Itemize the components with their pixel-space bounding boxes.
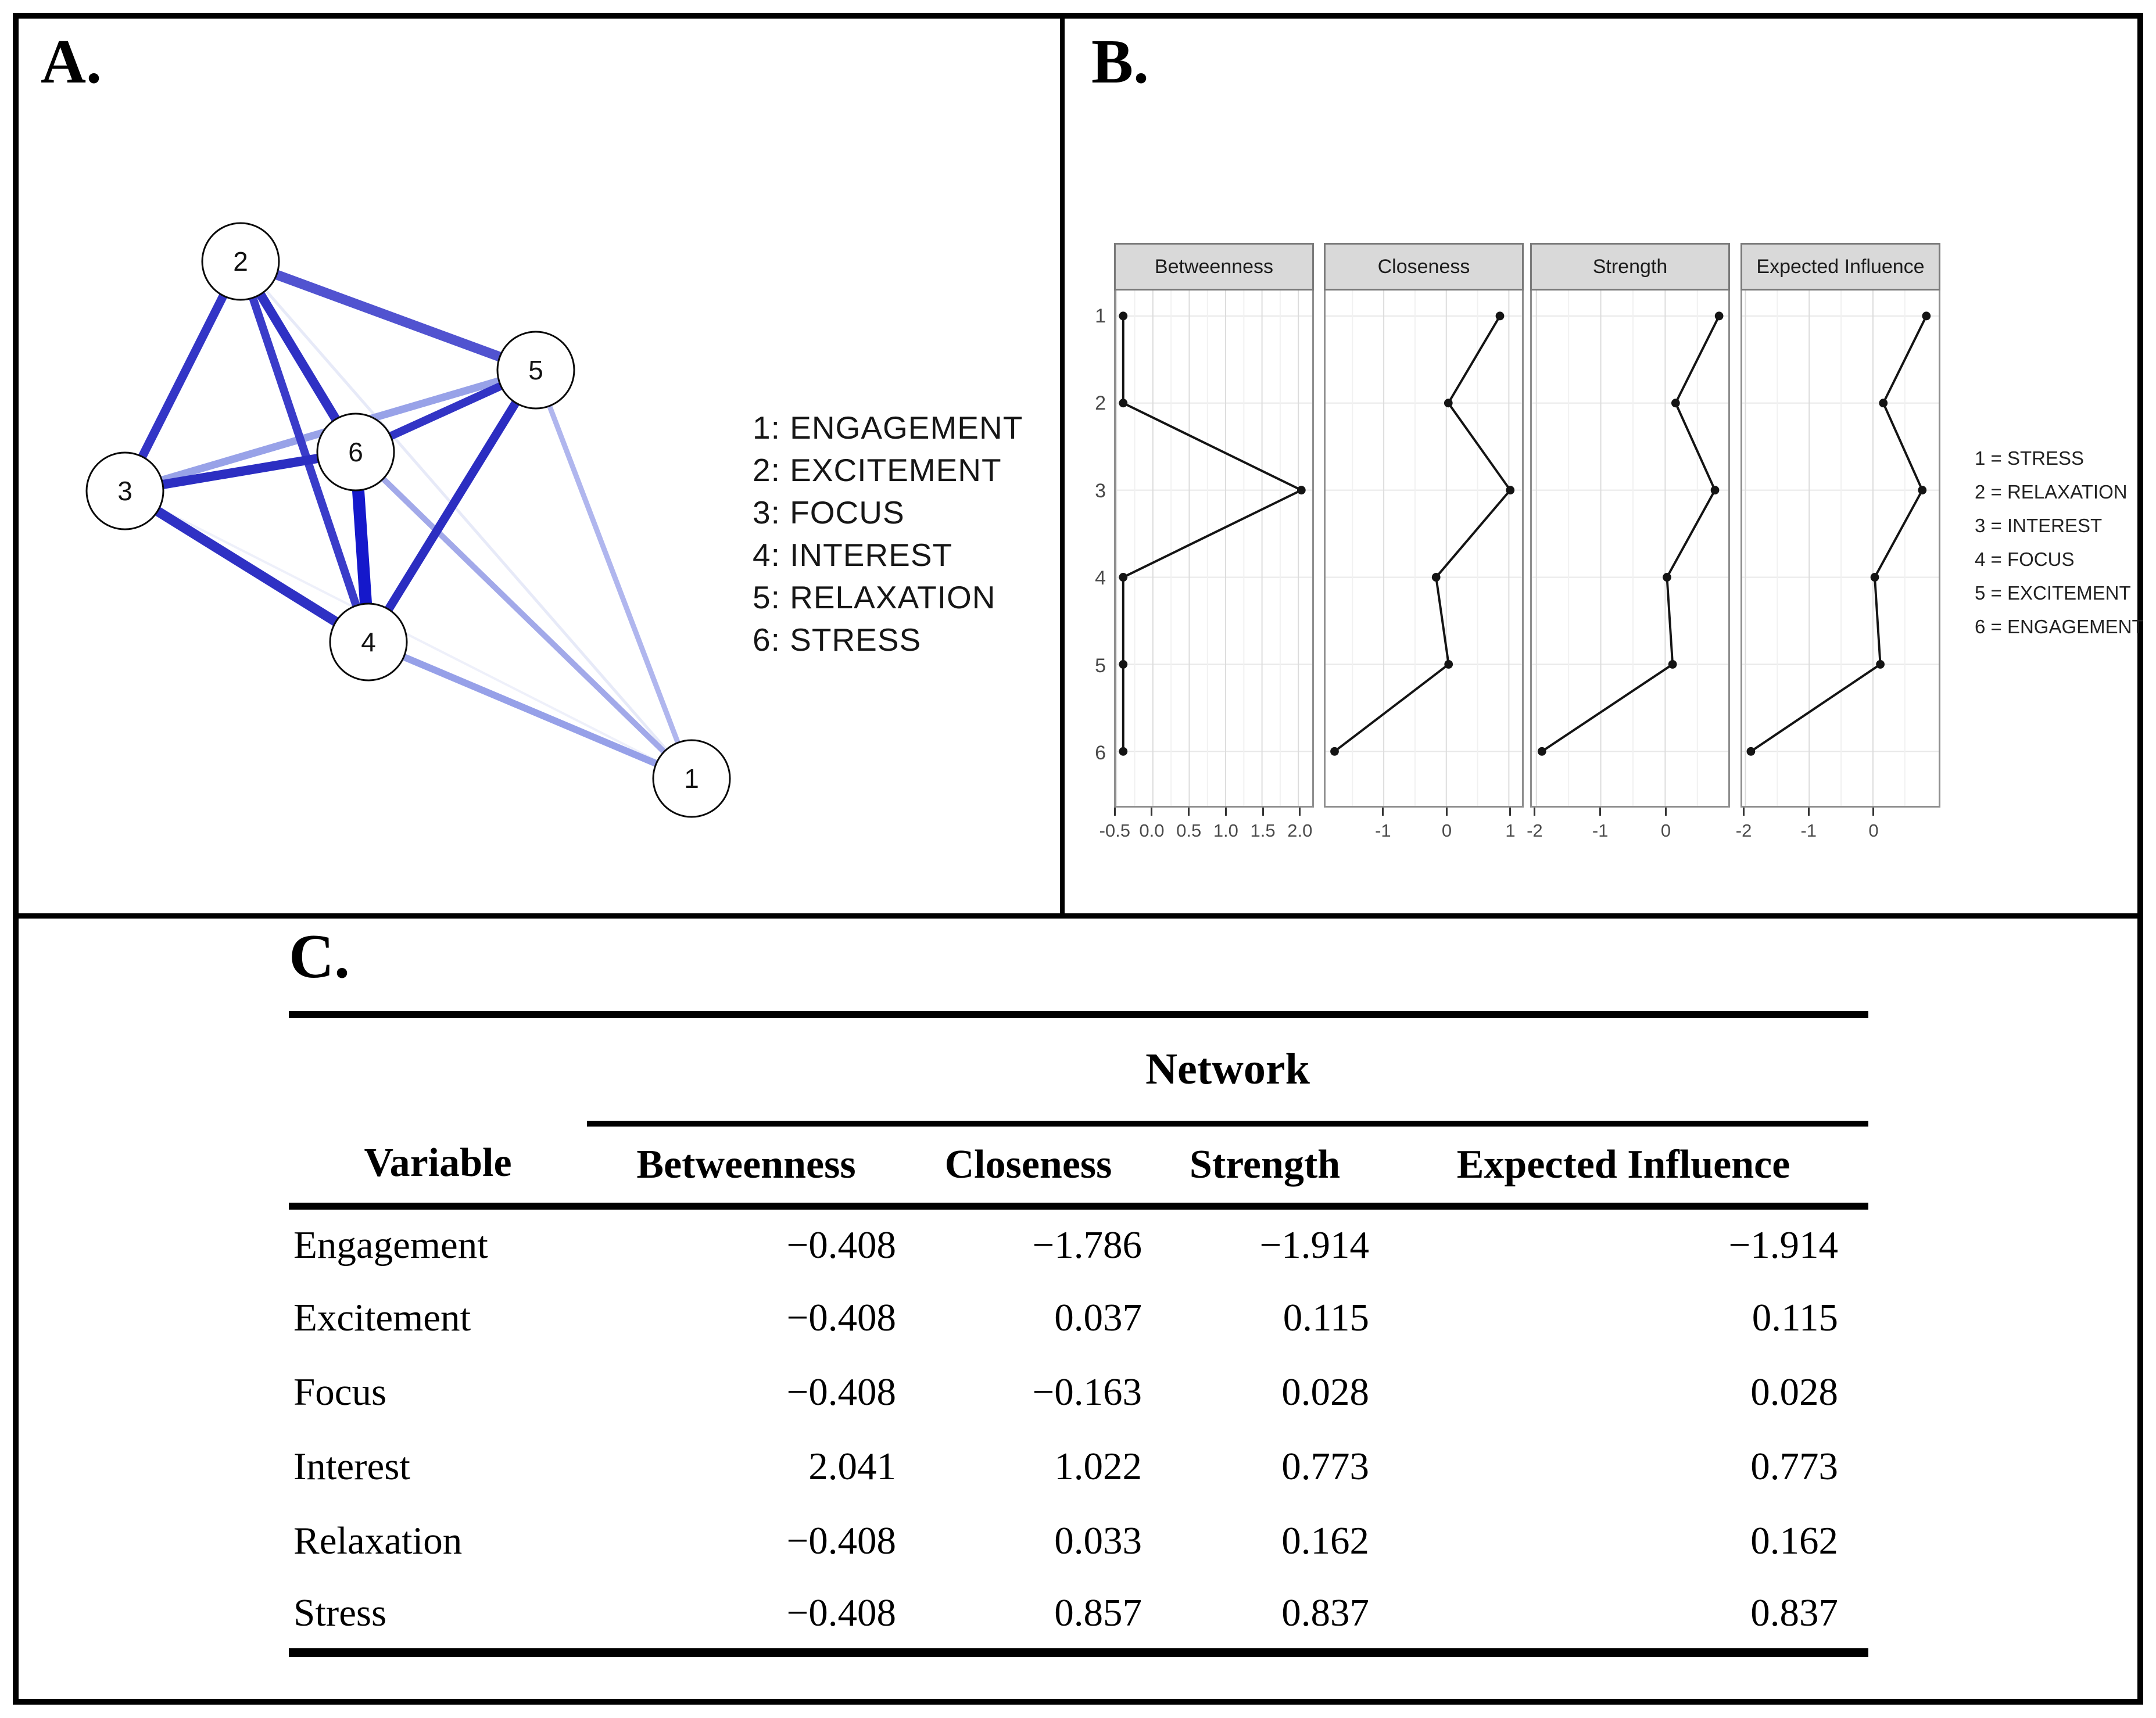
network-node-label-2: 2 [233, 246, 248, 277]
centrality-legend-item: 1 = STRESS [1975, 447, 2084, 469]
data-point [1715, 311, 1724, 320]
cell-betweenness: −0.408 [786, 1296, 896, 1339]
facet-plot [1740, 290, 1940, 808]
x-tick-mark [1599, 808, 1601, 816]
x-tick-mark [1509, 808, 1511, 816]
data-point [1506, 486, 1514, 494]
facet-title: Closeness [1377, 256, 1470, 278]
network-legend-item: 6: STRESS [753, 622, 922, 658]
cell-betweenness: −0.408 [786, 1591, 896, 1634]
cell-betweenness: −0.408 [786, 1519, 896, 1562]
column-header-expected-influence: Expected Influence [1378, 1124, 1868, 1206]
facet-title: Strength [1592, 256, 1668, 278]
cell-betweenness: 2.041 [808, 1444, 896, 1488]
cell-strength: 0.028 [1281, 1370, 1369, 1414]
y-tick-label: 1 [1095, 305, 1106, 327]
table-group-header: Network [587, 1014, 1868, 1124]
centrality-legend-item: 5 = EXCITEMENT [1975, 582, 2131, 604]
network-legend-item: 4: INTEREST [753, 537, 953, 573]
table-row [289, 1206, 1868, 1281]
table-row [289, 1355, 1868, 1429]
data-point [1711, 486, 1720, 494]
network-legend [753, 407, 1023, 661]
network-node-label-6: 6 [348, 437, 363, 467]
x-tick-mark [1446, 808, 1448, 816]
facet-plot [1530, 290, 1730, 808]
network-node-2 [202, 223, 279, 300]
y-tick-label: 3 [1095, 479, 1106, 502]
centrality-legend [1975, 442, 2144, 644]
cell-closeness: 1.022 [1054, 1444, 1142, 1488]
data-point [1119, 573, 1127, 582]
data-point [1663, 573, 1671, 582]
facet-strip [1114, 243, 1314, 290]
data-point [1876, 660, 1885, 669]
facet-strip [1740, 243, 1940, 290]
table-row [289, 1281, 1868, 1355]
cell-strength: 0.837 [1281, 1591, 1369, 1634]
data-point [1668, 660, 1677, 669]
data-point [1297, 486, 1306, 494]
x-tick-label: -2 [1527, 820, 1543, 841]
x-tick-label: 1.5 [1250, 820, 1276, 841]
centrality-line [1335, 316, 1510, 751]
data-point [1444, 399, 1453, 407]
x-tick-label: -2 [1735, 820, 1752, 841]
cell-strength: 0.773 [1281, 1444, 1369, 1488]
table-header-row [289, 1124, 1868, 1206]
cell-expected-influence: 0.773 [1750, 1444, 1838, 1488]
cell-closeness: 0.033 [1054, 1519, 1142, 1562]
data-point [1871, 573, 1879, 582]
network-node-label-4: 4 [361, 627, 376, 657]
row-variable: Engagement [293, 1223, 488, 1267]
x-tick-mark [1534, 808, 1535, 816]
cell-betweenness: −0.408 [786, 1223, 896, 1267]
table-empty-cell [289, 1014, 587, 1124]
data-point [1922, 311, 1931, 320]
network-edge-1-6 [356, 452, 692, 779]
row-variable: Interest [293, 1444, 410, 1488]
facet-expected-influence [1735, 243, 1940, 859]
network-edge-2-5 [241, 261, 536, 370]
y-tick-label: 2 [1095, 392, 1106, 415]
data-point [1879, 399, 1888, 407]
cell-closeness: −0.163 [1032, 1370, 1142, 1414]
network-legend-item: 3: FOCUS [753, 494, 905, 530]
centrality-table [289, 1011, 1868, 1657]
network-node-label-1: 1 [684, 763, 699, 794]
network-legend-item: 1: ENGAGEMENT [753, 410, 1023, 446]
row-variable: Focus [293, 1370, 387, 1414]
facet-strip [1530, 243, 1730, 290]
x-tick-mark [1299, 808, 1301, 816]
x-tick-label: 0 [1441, 820, 1452, 841]
data-point [1496, 311, 1505, 320]
x-tick-label: 0.5 [1176, 820, 1202, 841]
table-row [289, 1429, 1868, 1504]
y-tick-label: 4 [1095, 567, 1106, 590]
facet-plot [1324, 290, 1524, 808]
row-variable: Excitement [293, 1296, 471, 1339]
cell-betweenness: −0.408 [786, 1370, 896, 1414]
x-tick-mark [1872, 808, 1874, 816]
cell-strength: 0.162 [1281, 1519, 1369, 1562]
cell-closeness: −1.786 [1032, 1223, 1142, 1267]
data-point [1538, 747, 1546, 756]
x-tick-mark [1114, 808, 1116, 816]
table-group-row [289, 1014, 1868, 1124]
panel-a-label: A. [41, 27, 102, 96]
facet-plot [1114, 290, 1314, 808]
facet-betweenness [1099, 243, 1314, 859]
data-point [1671, 399, 1680, 407]
network-node-1 [653, 740, 730, 817]
centrality-legend-item: 3 = INTEREST [1975, 515, 2103, 536]
y-tick-label: 5 [1095, 654, 1106, 677]
x-tick-label: 1.0 [1213, 820, 1238, 841]
x-tick-mark [1151, 808, 1152, 816]
cell-expected-influence: 0.028 [1750, 1370, 1838, 1414]
facet-title: Betweenness [1154, 256, 1274, 278]
data-point [1918, 486, 1926, 494]
cell-closeness: 0.857 [1054, 1591, 1142, 1634]
x-tick-label: -1 [1592, 820, 1609, 841]
data-point [1444, 660, 1453, 669]
centrality-legend-item: 6 = ENGAGEMENT [1975, 616, 2144, 637]
x-tick-mark [1188, 808, 1190, 816]
row-variable: Relaxation [293, 1519, 463, 1562]
network-node-label-5: 5 [528, 355, 543, 385]
facet-title: Expected Influence [1756, 256, 1925, 278]
cell-expected-influence: 0.115 [1752, 1296, 1838, 1339]
x-tick-label: 2.0 [1287, 820, 1313, 841]
cell-closeness: 0.037 [1054, 1296, 1142, 1339]
column-header-closeness: Closeness [905, 1124, 1151, 1206]
network-node-3 [87, 453, 163, 529]
x-tick-mark [1808, 808, 1810, 816]
cell-expected-influence: 0.837 [1750, 1591, 1838, 1634]
network-node-label-3: 3 [117, 476, 132, 506]
x-tick-label: 0 [1660, 820, 1671, 841]
table-row [289, 1578, 1868, 1652]
facet-closeness [1324, 243, 1524, 859]
x-tick-label: -0.5 [1099, 820, 1130, 841]
network-edge-3-4 [125, 491, 368, 642]
panel-c-label: C. [289, 922, 350, 991]
network-node-6 [317, 414, 394, 490]
data-point [1119, 660, 1127, 669]
network-edge-1-2 [241, 261, 692, 779]
x-tick-mark [1225, 808, 1227, 816]
network-edge-1-4 [368, 642, 692, 779]
facet-strip [1324, 243, 1524, 290]
column-header-variable: Variable [289, 1124, 587, 1206]
network-node-4 [330, 604, 407, 680]
network-edge-1-5 [536, 370, 692, 779]
network-legend-item: 2: EXCITEMENT [753, 452, 1002, 488]
data-point [1119, 399, 1127, 407]
data-point [1119, 747, 1127, 756]
column-header-strength: Strength [1151, 1124, 1378, 1206]
table-row [289, 1504, 1868, 1578]
column-header-betweenness: Betweenness [587, 1124, 905, 1206]
y-tick-label: 6 [1095, 742, 1106, 764]
data-point [1330, 747, 1339, 756]
data-point [1119, 311, 1127, 320]
cell-expected-influence: −1.914 [1728, 1223, 1838, 1267]
facet-strength [1527, 243, 1730, 859]
network-edge-1-3 [125, 491, 692, 779]
x-tick-mark [1743, 808, 1745, 816]
row-variable: Stress [293, 1591, 387, 1634]
x-tick-label: 1 [1505, 820, 1516, 841]
centrality-legend-item: 2 = RELAXATION [1975, 481, 2128, 503]
network-legend-item: 5: RELAXATION [753, 579, 996, 615]
cell-strength: 0.115 [1283, 1296, 1369, 1339]
centrality-legend-item: 4 = FOCUS [1975, 548, 2075, 570]
data-point [1432, 573, 1441, 582]
x-tick-mark [1262, 808, 1264, 816]
data-point [1747, 747, 1756, 756]
cell-expected-influence: 0.162 [1750, 1519, 1838, 1562]
cell-strength: −1.914 [1259, 1223, 1369, 1267]
network-node-5 [497, 332, 574, 408]
centrality-line [1123, 316, 1302, 751]
x-tick-mark [1382, 808, 1384, 816]
x-tick-label: -1 [1800, 820, 1817, 841]
x-tick-label: 0.0 [1139, 820, 1165, 841]
x-tick-mark [1665, 808, 1667, 816]
x-tick-label: 0 [1868, 820, 1879, 841]
x-tick-label: -1 [1375, 820, 1391, 841]
panel-b-label: B. [1091, 27, 1149, 96]
